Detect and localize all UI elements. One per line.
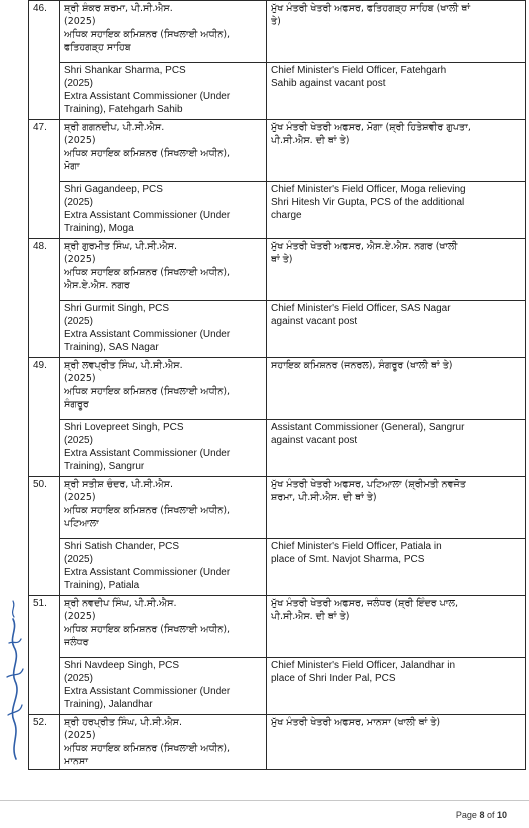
officer-name-punjabi-line: ਸ਼੍ਰੀ ਹਰਪ੍ਰੀਤ ਸਿੰਘ, ਪੀ.ਸੀ.ਐਸ. [64,717,182,728]
posting-punjabi-line: ਮੁੱਖ ਮੰਤਰੀ ਖੇਤਰੀ ਅਫਸਰ, ਫਤਿਹਗੜ੍ਹ ਸਾਹਿਬ (ਖਾਲੀ ਥਾਂ [271,3,471,14]
officer-name-punjabi [60,358,267,420]
posting-punjabi [267,239,526,301]
posting-english [267,658,526,715]
officer-name-english-line: Extra Assistant Commissioner (Under [64,210,231,221]
serial-number: 50. [29,477,60,596]
officer-name-punjabi-line: ਅਧਿਕ ਸਹਾਇਕ ਕਮਿਸ਼ਨਰ (ਸਿਖਲਾਈ ਅਧੀਨ), [64,29,231,40]
table-row [29,539,526,596]
posting-punjabi [267,358,526,420]
officer-name-punjabi-line: ਸ਼੍ਰੀ ਸਤੀਸ਼ ਚੰਦਰ, ਪੀ.ਸੀ.ਐਸ. [64,479,174,490]
posting-punjabi [267,596,526,658]
posting-english-line: Shri Hitesh Vir Gupta, PCS of the additional [271,197,465,208]
posting-punjabi-line: ਪੀ.ਸੀ.ਐਸ. ਦੀ ਥਾਂ ਤੇ) [271,611,350,622]
posting-punjabi-line: ਮੁੱਖ ਮੰਤਰੀ ਖੇਤਰੀ ਅਫਸਰ, ਜਲੰਧਰ (ਸ਼੍ਰੀ ਇੰਦਰ ਪਾਲ, [271,598,458,609]
officer-name-punjabi [60,1,267,63]
officer-name-english [60,420,267,477]
officer-name-punjabi-line: ਸ਼੍ਰੀ ਸ਼ੰਕਰ ਸ਼ਰਮਾ, ਪੀ.ਸੀ.ਐਸ. [64,3,173,14]
serial-number: 46. [29,1,60,120]
serial-number: 49. [29,358,60,477]
officer-name-punjabi-line: ਅਧਿਕ ਸਹਾਇਕ ਕਮਿਸ਼ਨਰ (ਸਿਖਲਾਈ ਅਧੀਨ), [64,148,231,159]
posting-punjabi-line: ਸਹਾਇਕ ਕਮਿਸ਼ਨਰ (ਜਨਰਲ), ਸੰਗਰੂਰ (ਖਾਲੀ ਥਾਂ ਤੇ) [271,360,453,371]
officer-name-punjabi-line: ਮਾਨਸਾ [64,756,88,767]
posting-english-line: Assistant Commissioner (General), Sangrur [271,422,465,433]
officer-name-english-line: Training), Moga [64,223,134,234]
posting-english-line: charge [271,210,302,221]
officer-name-punjabi-line: ਅਧਿਕ ਸਹਾਇਕ ਕਮਿਸ਼ਨਰ (ਸਿਖਲਾਈ ਅਧੀਨ), [64,267,231,278]
posting-english-line: against vacant post [271,316,358,327]
posting-english-line: Chief Minister's Field Officer, Jalandhar in [271,660,456,671]
serial-number: 52. [29,715,60,770]
officer-name-punjabi [60,596,267,658]
serial-number: 51. [29,596,60,715]
officer-name-english-line: Extra Assistant Commissioner (Under [64,448,231,459]
officer-name-punjabi [60,120,267,182]
table-row [29,301,526,358]
posting-english-line: against vacant post [271,435,358,446]
posting-english-line: place of Smt. Navjot Sharma, PCS [271,554,425,565]
officer-name-punjabi-line: ਜਲੰਧਰ [64,637,89,648]
officer-name-english-line: Training), SAS Nagar [64,342,159,353]
posting-punjabi [267,1,526,63]
table-row [29,358,526,420]
officer-name-punjabi-line: (2025) [64,135,96,146]
officer-name-punjabi-line: ਅਧਿਕ ਸਹਾਇਕ ਕਮਿਸ਼ਨਰ (ਸਿਖਲਾਈ ਅਧੀਨ), [64,386,231,397]
posting-punjabi [267,477,526,539]
table-row [29,1,526,63]
page-number: Page 8 of 10 [455,810,507,820]
posting-english-line: Chief Minister's Field Officer, Patiala in [271,541,442,552]
posting-english-line: Chief Minister's Field Officer, Fatehgarh [271,65,447,76]
officer-name-english-line: (2025) [64,316,93,327]
table-row [29,596,526,658]
officer-name-english [60,658,267,715]
officer-name-english-line: Training), Sangrur [64,461,145,472]
officer-name-english-line: Training), Jalandhar [64,699,153,710]
officer-name-english-line: Extra Assistant Commissioner (Under [64,91,231,102]
officer-name-english-line: Shri Shankar Sharma, PCS [64,65,186,76]
officer-name-punjabi-line: ਅਧਿਕ ਸਹਾਇਕ ਕਮਿਸ਼ਨਰ (ਸਿਖਲਾਈ ਅਧੀਨ), [64,505,231,516]
officer-name-punjabi-line: (2025) [64,730,96,741]
table-row [29,658,526,715]
officer-name-english-line: Shri Gagandeep, PCS [64,184,163,195]
officer-name-punjabi-line: ਸ਼੍ਰੀ ਨਵਦੀਪ ਸਿੰਘ, ਪੀ.ਸੀ.ਐਸ. [64,598,177,609]
officer-name-english [60,301,267,358]
officer-name-english-line: Training), Patiala [64,580,140,591]
officer-name-english [60,182,267,239]
officer-name-punjabi-line: ਫਤਿਹਗੜ੍ਹ ਸਾਹਿਬ [64,42,131,53]
officer-name-punjabi [60,715,267,770]
officer-name-english-line: Shri Gurmit Singh, PCS [64,303,170,314]
officer-name-punjabi-line: ਸ਼੍ਰੀ ਲਵਪ੍ਰੀਤ ਸਿੰਘ, ਪੀ.ਸੀ.ਐਸ. [64,360,183,371]
officer-name-punjabi-line: (2025) [64,373,96,384]
table-row [29,63,526,120]
posting-english-line: Chief Minister's Field Officer, Moga relieving [271,184,466,195]
officer-name-punjabi [60,477,267,539]
officer-name-punjabi-line: ਅਧਿਕ ਸਹਾਇਕ ਕਮਿਸ਼ਨਰ (ਸਿਖਲਾਈ ਅਧੀਨ), [64,624,231,635]
table-row [29,239,526,301]
officer-name-english-line: Extra Assistant Commissioner (Under [64,329,231,340]
officer-name-punjabi-line: ਅਧਿਕ ਸਹਾਇਕ ਕਮਿਸ਼ਨਰ (ਸਿਖਲਾਈ ਅਧੀਨ), [64,743,231,754]
posting-english-line: Sahib against vacant post [271,78,386,89]
table-row [29,477,526,539]
officer-name-punjabi-line: (2025) [64,254,96,265]
table-row [29,420,526,477]
officer-name-english-line: Extra Assistant Commissioner (Under [64,686,231,697]
table-row [29,182,526,239]
posting-punjabi-line: ਸ਼ਰਮਾ, ਪੀ.ਸੀ.ਐਸ. ਦੀ ਥਾਂ ਤੇ) [271,492,377,503]
officer-name-english-line: (2025) [64,554,93,565]
officer-name-english-line: Training), Fatehgarh Sahib [64,104,183,115]
officer-name-punjabi-line: ਸ਼੍ਰੀ ਗਗਨਦੀਪ, ਪੀ.ਸੀ.ਐਸ. [64,122,165,133]
table-row [29,120,526,182]
posting-punjabi [267,120,526,182]
serial-number: 48. [29,239,60,358]
posting-punjabi-line: ਮੁੱਖ ਮੰਤਰੀ ਖੇਤਰੀ ਅਫਸਰ, ਮੋਗਾ (ਸ਼੍ਰੀ ਹਿਤੇਸ਼ਵੀਰ ਗੁਪਤਾ, [271,122,471,133]
officer-name-punjabi-line: (2025) [64,492,96,503]
officer-name-punjabi-line: ਮੋਗਾ [64,161,80,172]
posting-punjabi-line: ਮੁੱਖ ਮੰਤਰੀ ਖੇਤਰੀ ਅਫਸਰ, ਮਾਨਸਾ (ਖਾਲੀ ਥਾਂ ਤੇ) [271,717,441,728]
officer-name-english-line: Shri Satish Chander, PCS [64,541,180,552]
officer-name-english-line: Extra Assistant Commissioner (Under [64,567,231,578]
officer-name-punjabi [60,239,267,301]
handwritten-signature [2,545,28,765]
posting-english [267,63,526,120]
posting-english-line: Chief Minister's Field Officer, SAS Nagar [271,303,451,314]
posting-punjabi-line: ਥਾਂ ਤੇ) [271,254,293,265]
posting-english [267,539,526,596]
officer-name-english [60,539,267,596]
officer-name-english-line: (2025) [64,78,93,89]
officer-name-english-line: Shri Lovepreet Singh, PCS [64,422,184,433]
officer-name-punjabi-line: ਐਸ.ਏ.ਐਸ. ਨਗਰ [64,280,130,291]
serial-number: 47. [29,120,60,239]
officer-name-english-line: (2025) [64,673,93,684]
posting-punjabi [267,715,526,770]
posting-english [267,420,526,477]
officer-name-punjabi-line: (2025) [64,16,96,27]
posting-punjabi-line: ਤੇ) [271,16,281,27]
table-row [29,715,526,770]
officer-name-english-line: Shri Navdeep Singh, PCS [64,660,180,671]
table-body [29,1,526,770]
posting-english-line: place of Shri Inder Pal, PCS [271,673,396,684]
officer-name-english [60,63,267,120]
posting-english [267,182,526,239]
officer-name-punjabi-line: (2025) [64,611,96,622]
page-footer [0,800,529,828]
officer-name-english-line: (2025) [64,435,93,446]
officer-name-punjabi-line: ਪਟਿਆਲਾ [64,518,99,529]
officer-name-punjabi-line: ਸੰਗਰੂਰ [64,399,89,410]
posting-punjabi-line: ਪੀ.ਸੀ.ਐਸ. ਦੀ ਥਾਂ ਤੇ) [271,135,350,146]
officer-name-punjabi-line: ਸ਼੍ਰੀ ਗੁਰਮੀਤ ਸਿੰਘ, ਪੀ.ਸੀ.ਐਸ. [64,241,178,252]
posting-english [267,301,526,358]
officer-name-english-line: (2025) [64,197,93,208]
posting-punjabi-line: ਮੁੱਖ ਮੰਤਰੀ ਖੇਤਰੀ ਅਫਸਰ, ਐਸ.ਏ.ਐਸ. ਨਗਰ (ਖਾਲੀ [271,241,458,252]
posting-punjabi-line: ਮੁੱਖ ਮੰਤਰੀ ਖੇਤਰੀ ਅਫਸਰ, ਪਟਿਆਲਾ (ਸ਼੍ਰੀਮਤੀ ਨਵਜੋਤ [271,479,466,490]
transfer-order-table [28,0,526,770]
